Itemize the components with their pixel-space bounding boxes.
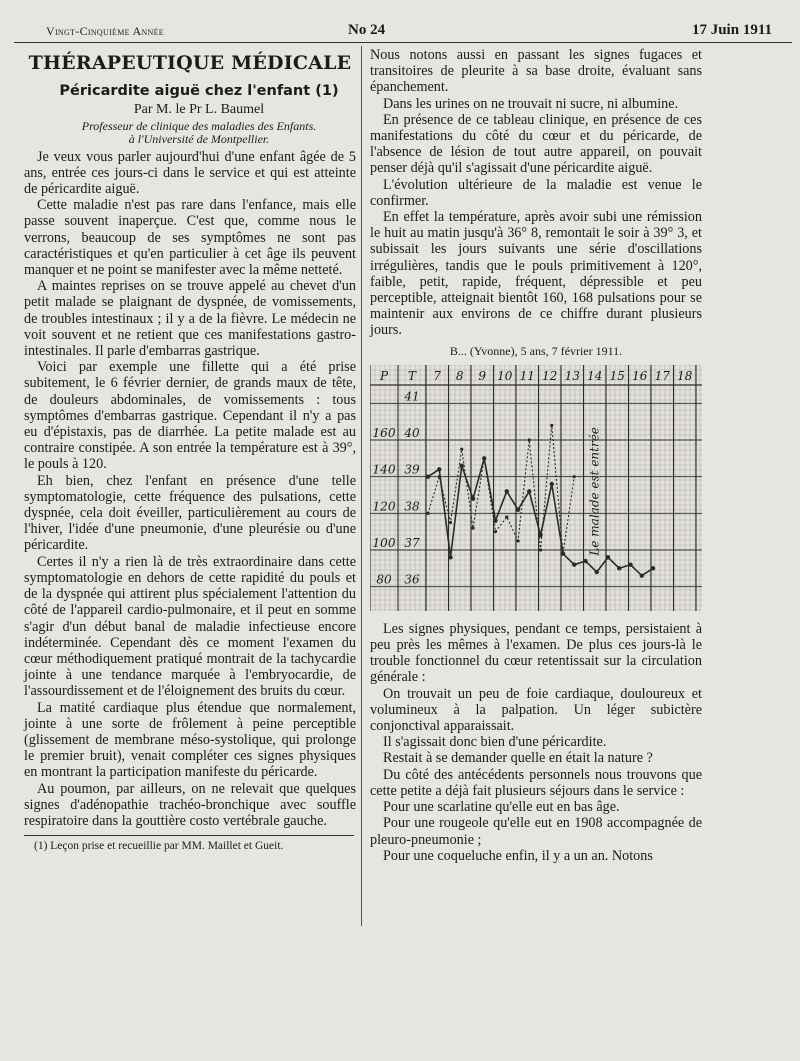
chart-caption: B... (Yvonne), 5 ans, 7 février 1911. bbox=[449, 343, 623, 358]
footnote: (1) Leçon prise et recueillie par MM. Maillet et Gueit. bbox=[34, 840, 284, 853]
article-title: Péricardite aiguë chez l'enfant (1) bbox=[59, 83, 339, 100]
temperature-point bbox=[426, 474, 430, 478]
column-header-label: 10 bbox=[497, 368, 513, 383]
pulse-point bbox=[494, 530, 497, 533]
pulse-point bbox=[460, 447, 463, 450]
paragraph: Restait à se demander quelle en était la nature ? bbox=[383, 750, 653, 767]
pulse-point bbox=[528, 438, 531, 441]
running-head-issue: No 24 bbox=[348, 22, 386, 38]
column-header-label: 15 bbox=[609, 368, 625, 383]
temperature-point bbox=[493, 518, 497, 522]
paragraph: Il s'agissait donc bien d'une péricardite. bbox=[383, 734, 607, 751]
temperature-point bbox=[448, 555, 452, 559]
chart-svg bbox=[370, 365, 702, 611]
column-header-label: 17 bbox=[654, 368, 670, 383]
pulse-tick-label: 100 bbox=[372, 535, 396, 550]
temperature-point bbox=[516, 507, 520, 511]
temperature-point bbox=[538, 533, 542, 537]
column-header-label: 16 bbox=[632, 368, 648, 383]
byline: Par M. le Pr L. Baumel bbox=[133, 102, 265, 118]
running-head bbox=[18, 22, 772, 40]
temperature-point bbox=[437, 467, 441, 471]
temperature-tick-label: 38 bbox=[404, 499, 420, 514]
pulse-point bbox=[449, 521, 452, 524]
running-head-date: 17 Juin 1911 bbox=[691, 22, 772, 38]
paragraph: Du côté des antécédents personnels nous trouvons que cette petite a déjà fait plusieurs séjours dans le service : bbox=[370, 766, 702, 799]
paragraph: Voici par exemple une fillette qui a été prise subitement, le 6 février dernier, de grands maux de tête, de douleurs abdominales, de vomissements : tous symptômes d'embarras gastrique. Cependant il n'y a pas eu d'épistaxis, pas de diarrhée. La petite malade est au contraire constipée. A son entrée la température est à 39°, le pouls à 120. bbox=[24, 359, 356, 473]
paragraph: Je veux vous parler aujourd'hui d'une enfant âgée de 5 ans, entrée ces jours-ci dans le service et qui est atteinte de péricardite aiguë. bbox=[24, 148, 356, 198]
column-header-label: 9 bbox=[478, 368, 487, 383]
temperature-point bbox=[550, 482, 554, 486]
column-header-label: T bbox=[407, 368, 417, 383]
paragraph: Pour une coqueluche enfin, il y a un an. Notons bbox=[383, 847, 653, 864]
temperature-point bbox=[617, 566, 621, 570]
pulse-point bbox=[516, 539, 519, 542]
pulse-tick-label: 80 bbox=[376, 572, 392, 587]
temperature-tick-label: 36 bbox=[404, 572, 420, 587]
temperature-point bbox=[595, 570, 599, 574]
pulse-point bbox=[471, 526, 474, 529]
left-column bbox=[24, 50, 356, 853]
handwritten-note-text: Le malade est entrée bbox=[587, 426, 602, 556]
pulse-point bbox=[426, 512, 429, 515]
pulse-point bbox=[550, 424, 553, 427]
paragraph: Nous notons aussi en passant les signes fugaces et transitoires de pleurite à sa base droite, évaluant sans épanchement. bbox=[370, 47, 702, 96]
temperature-point bbox=[471, 496, 475, 500]
paragraph: L'évolution ultérieure de la maladie est venue le confirmer. bbox=[370, 176, 702, 209]
column-header-label: 8 bbox=[455, 368, 464, 383]
column-header-label: P bbox=[379, 368, 389, 383]
paragraph: Cette maladie n'est pas rare dans l'enfance, mais elle passe souvent inaperçue. C'est que, comme nous le verrons, beaucoup de ses symptômes ne sont pas caractéristiques et qu'en particulier à cet âge ils peuvent manquer et ne point se manifester avec la même netteté. bbox=[24, 197, 356, 279]
temperature-point bbox=[572, 562, 576, 566]
temperature-pulse-chart bbox=[370, 365, 702, 611]
paragraph: En effet la température, après avoir subi une rémission le huit au matin jusqu'à 36° 8, remontait le soir à 39° 3, et subissait les jours suivants une série d'oscillations irrégulières, tandis que le pouls primitivement à 120°, faible, petit, rapide, fréquent, dépressible et peu perceptible, atteignait bientôt 160, 168 pulsations pour se maintenir aux environs de ce chiffre durant plusieurs jours. bbox=[370, 209, 702, 339]
paragraph: Pour une scarlatine qu'elle eut en bas âge. bbox=[383, 799, 620, 816]
paragraph: Eh bien, chez l'enfant en présence d'une telle symptomatologie, cette fréquence des pulsations, cette dyspnée, cela doit éveiller, particulièrement au cours de l'hiver, l'idée d'une pneumonie, d'une pleurésie ou d'une péricardite. bbox=[24, 472, 356, 554]
temperature-point bbox=[505, 489, 509, 493]
temperature-point bbox=[651, 566, 655, 570]
column-header-label: 14 bbox=[587, 368, 603, 383]
pulse-tick-label: 120 bbox=[372, 499, 396, 514]
paragraph: A maintes reprises on se trouve appelé au chevet d'un petit malade se plaignant de dyspnée, de vomissements, de troubles intestinaux ; il y a de la fièvre. Le médecin ne voit souvent et ne retient que ces manifestations gastro-intestinales. Il parle d'embarras gastrique. bbox=[24, 278, 356, 360]
paragraph: Les signes physiques, pendant ce temps, persistaient à peu près les mêmes à l'examen. De plus ces jours-là le trouble fonctionnel du cœur retentissait sur la circulation générale : bbox=[370, 620, 702, 686]
temperature-tick-label: 37 bbox=[404, 535, 420, 550]
column-header-label: 11 bbox=[519, 368, 535, 383]
temperature-point bbox=[583, 559, 587, 563]
paragraph: Pour une rougeole qu'elle eut en 1908 accompagnée de pleuro-pneumonie ; bbox=[370, 815, 702, 848]
column-header-label: 12 bbox=[542, 368, 558, 383]
running-head-volume: Vingt-Cinquième Année bbox=[46, 24, 164, 38]
footnote-rule bbox=[24, 835, 354, 836]
temperature-point bbox=[460, 463, 464, 467]
temperature-point bbox=[628, 562, 632, 566]
pulse-point bbox=[573, 475, 576, 478]
temperature-point bbox=[482, 456, 486, 460]
temperature-point bbox=[640, 573, 644, 577]
paragraph: Dans les urines on ne trouvait ni sucre, ni albumine. bbox=[383, 95, 679, 112]
paragraph: Au poumon, par ailleurs, on ne relevait que quelques signes d'adénopathie trachéo-bronchique avec souffle respiratoire dans la gouttière costo vertébrale gauche. bbox=[24, 780, 356, 829]
paragraph: La matité cardiaque plus étendue que normalement, jointe à une sorte de frôlement à peine perceptible (glissement de membrane méso-systolique, qui prolonge le premier bruit), venait compléter ces signes physiques en montrant la participation manifeste du péricarde. bbox=[24, 699, 356, 781]
temperature-tick-label: 41 bbox=[404, 389, 420, 404]
temperature-point bbox=[527, 489, 531, 493]
paragraph: Certes il n'y a rien là de très extraordinaire dans cette symptomatologie en dehors de cette rapidité du pouls et de la dyspnée qui attirent plus spécialement l'attention du côté de l'appareil cardio-pulmonaire, et il peut en somme s'agir d'un début banal de maladie infectieuse encore indéterminée. Cependant dès ce moment l'examen du cœur méthodiquement pratiqué montrait de la tachycardie jointe à une tendance marquée à l'embryocardie, de l'assourdissement et de l'éloignement des bruits du cœur. bbox=[24, 553, 356, 700]
column-header-label: 7 bbox=[433, 368, 442, 383]
column-header-label: 18 bbox=[677, 368, 693, 383]
affiliation-line-2: à l'Université de Montpellier. bbox=[128, 131, 270, 146]
paragraph: En présence de ce tableau clinique, en présence de ces manifestations du côté du cœur et du péricarde, de l'absence de lésion de tout autre appareil, on pouvait penser déjà qu'il s'agissait d'une péricardite aiguë. bbox=[370, 111, 702, 177]
right-column bbox=[370, 47, 702, 864]
chart-background bbox=[370, 365, 702, 611]
pulse-point bbox=[505, 515, 508, 518]
header-rule bbox=[14, 42, 792, 43]
section-title: THÉRAPEUTIQUE MÉDICALE bbox=[28, 52, 352, 74]
pulse-tick-label: 160 bbox=[372, 425, 396, 440]
temperature-tick-label: 40 bbox=[404, 425, 420, 440]
handwritten-note bbox=[588, 427, 602, 557]
temperature-tick-label: 39 bbox=[404, 462, 420, 477]
pulse-point bbox=[539, 548, 542, 551]
temperature-point bbox=[606, 555, 610, 559]
temperature-point bbox=[561, 551, 565, 555]
paragraph: On trouvait un peu de foie cardiaque, douloureux et volumineux à la palpation. Un léger subictère conjonctival apparaissait. bbox=[370, 685, 702, 735]
affiliation-line-1: Professeur de clinique des maladies des Enfants. bbox=[81, 118, 317, 133]
column-header-label: 13 bbox=[564, 368, 580, 383]
pulse-tick-label: 140 bbox=[372, 462, 396, 477]
column-divider bbox=[361, 46, 362, 926]
